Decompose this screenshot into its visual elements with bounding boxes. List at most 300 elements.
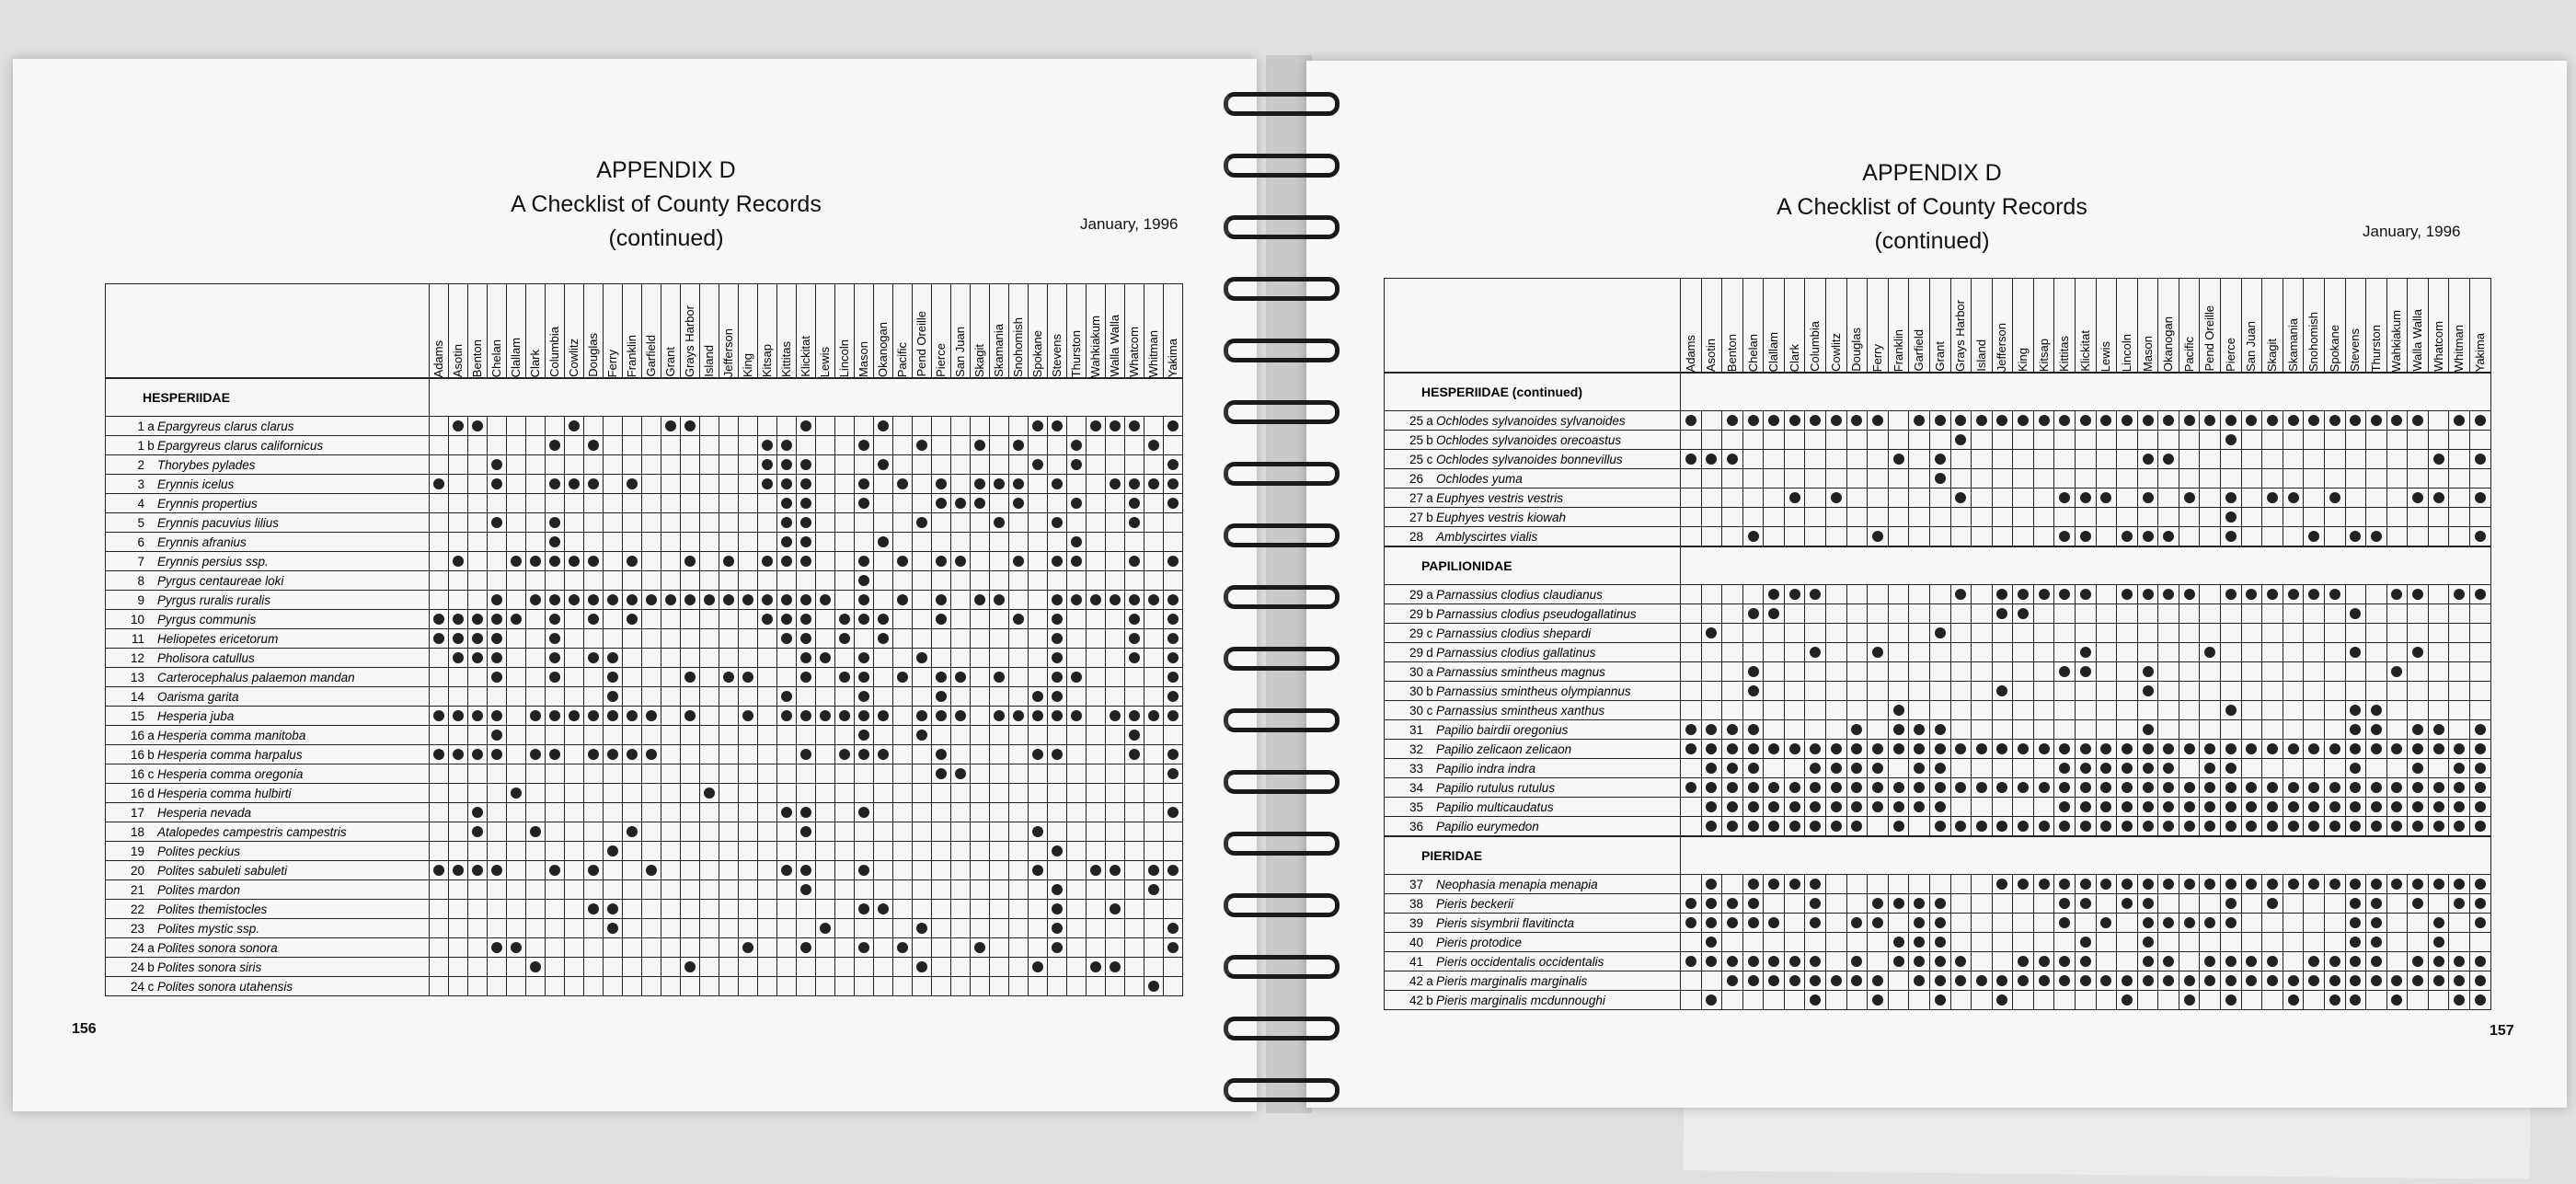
title-line-3: (continued): [1874, 228, 1990, 254]
record-dot: [800, 942, 811, 953]
record-cell: [1125, 900, 1144, 919]
record-cell: [2366, 624, 2387, 643]
record-cell: [990, 861, 1009, 880]
record-dot: [1810, 994, 1821, 1006]
record-cell: [681, 494, 700, 513]
record-cell: [893, 919, 913, 938]
county-name: Grays Harbor: [1953, 299, 1968, 372]
record-cell: [584, 513, 604, 533]
record-cell: [1784, 798, 1805, 817]
record-cell: [1029, 687, 1048, 707]
record-cell: [565, 610, 584, 629]
record-cell: [488, 842, 507, 861]
record-cell: [855, 842, 874, 861]
species-name: Papilio zelicaon zelicaon: [1436, 741, 1572, 756]
record-cell: [507, 687, 526, 707]
record-cell: [951, 707, 971, 726]
record-cell: [913, 629, 932, 649]
record-cell: [2469, 759, 2490, 778]
record-dot: [1914, 743, 1925, 754]
record-cell: [2137, 508, 2158, 527]
record-cell: [893, 822, 913, 842]
species-row: [106, 591, 1183, 610]
record-dot: [1955, 589, 1966, 600]
record-cell: [2075, 527, 2096, 547]
record-cell: [2428, 701, 2449, 720]
record-dot: [549, 517, 560, 528]
record-cell: [2054, 469, 2076, 489]
record-cell: [700, 938, 719, 958]
record-cell: [835, 591, 855, 610]
record-cell: [1106, 571, 1125, 591]
record-dot: [2163, 415, 2174, 426]
species-cell: [106, 436, 430, 455]
record-dot: [1129, 730, 1140, 741]
record-cell: [642, 707, 661, 726]
record-cell: [971, 629, 990, 649]
county-header: [584, 284, 604, 379]
record-cell: [1722, 527, 1743, 547]
county-header: [1067, 284, 1087, 379]
record-cell: [1164, 629, 1183, 649]
record-cell: [2137, 411, 2158, 431]
record-cell: [2096, 624, 2117, 643]
record-cell: [507, 436, 526, 455]
species-subletter: a: [147, 728, 155, 742]
record-dot: [2454, 898, 2465, 909]
species-row: [1385, 489, 2491, 508]
record-dot: [936, 672, 947, 683]
record-cell: [1784, 469, 1805, 489]
record-cell: [1868, 643, 1889, 662]
record-cell: [681, 629, 700, 649]
record-cell: [468, 436, 488, 455]
record-cell: [951, 668, 971, 687]
species-name: Polites sonora sonora: [157, 940, 278, 955]
record-cell: [1972, 489, 1993, 508]
record-dot: [1893, 705, 1904, 716]
record-cell: [2469, 604, 2490, 624]
record-cell: [1805, 991, 1826, 1010]
record-cell: [546, 475, 565, 494]
record-cell: [816, 417, 835, 436]
record-dot: [1727, 898, 1738, 909]
record-cell: [777, 649, 797, 668]
record-cell: [1701, 489, 1722, 508]
record-cell: [1764, 585, 1785, 604]
record-cell: [1701, 778, 1722, 798]
record-cell: [835, 803, 855, 822]
record-cell: [990, 803, 1009, 822]
record-dot: [2122, 531, 2133, 542]
record-cell: [1805, 508, 1826, 527]
record-cell: [1846, 643, 1868, 662]
record-cell: [719, 571, 739, 591]
county-header: [1087, 284, 1106, 379]
record-cell: [1846, 914, 1868, 933]
record-cell: [797, 919, 816, 938]
species-row: [106, 938, 1183, 958]
record-dot: [1996, 994, 2007, 1006]
record-cell: [1784, 933, 1805, 952]
record-cell: [1992, 585, 2013, 604]
record-cell: [932, 571, 951, 591]
record-dot: [2308, 801, 2319, 812]
record-dot: [1872, 415, 1883, 426]
record-cell: [2469, 489, 2490, 508]
record-cell: [1067, 745, 1087, 764]
record-cell: [855, 687, 874, 707]
record-cell: [623, 745, 642, 764]
species-number: 42: [1409, 973, 1423, 988]
record-cell: [835, 629, 855, 649]
record-cell: [2449, 682, 2470, 701]
record-dot: [2100, 821, 2111, 832]
record-cell: [623, 494, 642, 513]
record-cell: [2304, 798, 2325, 817]
record-cell: [2117, 431, 2138, 450]
record-dot: [994, 672, 1005, 683]
record-cell: [2262, 759, 2283, 778]
species-row: [106, 726, 1183, 745]
record-cell: [2013, 817, 2034, 837]
record-dot: [2143, 685, 2154, 696]
record-dot: [433, 633, 444, 644]
record-cell: [1805, 740, 1826, 759]
record-cell: [1929, 469, 1950, 489]
record-dot: [2371, 937, 2382, 948]
county-header: [507, 284, 526, 379]
record-cell: [893, 784, 913, 803]
record-dot: [2039, 975, 2050, 986]
record-cell: [1067, 764, 1087, 784]
record-cell: [623, 861, 642, 880]
record-cell: [1087, 475, 1106, 494]
record-cell: [1742, 431, 1764, 450]
record-dot: [1789, 782, 1800, 793]
record-dot: [1032, 749, 1043, 760]
record-cell: [855, 958, 874, 977]
county-header: [2324, 279, 2345, 374]
record-dot: [2184, 782, 2195, 793]
record-cell: [1125, 977, 1144, 996]
record-cell: [2366, 740, 2387, 759]
record-dot: [1727, 956, 1738, 967]
record-dot: [878, 710, 889, 721]
record-cell: [449, 571, 468, 591]
record-cell: [971, 533, 990, 552]
record-cell: [2386, 914, 2408, 933]
record-dot: [1831, 821, 1842, 832]
record-dot: [1748, 782, 1759, 793]
record-cell: [2158, 624, 2179, 643]
record-cell: [758, 475, 777, 494]
record-cell: [2262, 643, 2283, 662]
record-dot: [2204, 647, 2215, 658]
record-dot: [742, 942, 753, 953]
record-cell: [642, 610, 661, 629]
record-cell: [1048, 861, 1067, 880]
record-dot: [1013, 556, 1024, 567]
species-number: 22: [130, 902, 144, 916]
record-cell: [1067, 687, 1087, 707]
record-cell: [1846, 759, 1868, 778]
record-cell: [2366, 431, 2387, 450]
record-cell: [2137, 971, 2158, 991]
record-dot: [2225, 434, 2237, 445]
species-row: [106, 513, 1183, 533]
record-cell: [2366, 489, 2387, 508]
county-name: Thurston: [2368, 324, 2383, 372]
record-cell: [1701, 914, 1722, 933]
record-cell: [2386, 798, 2408, 817]
record-cell: [526, 977, 546, 996]
species-name: Pieris marginalis mcdunnoughi: [1436, 993, 1605, 1007]
record-dot: [2163, 821, 2174, 832]
record-cell: [2221, 798, 2242, 817]
record-cell: [526, 571, 546, 591]
record-dot: [2267, 821, 2278, 832]
record-cell: [835, 842, 855, 861]
county-name: Stevens: [1050, 334, 1064, 377]
species-number: 25: [1409, 413, 1423, 428]
record-dot: [1935, 782, 1946, 793]
record-cell: [1164, 417, 1183, 436]
record-cell: [2408, 469, 2429, 489]
record-dot: [2100, 492, 2111, 503]
record-cell: [1029, 417, 1048, 436]
record-cell: [1029, 436, 1048, 455]
record-cell: [1144, 745, 1164, 764]
record-dot: [936, 749, 947, 760]
record-cell: [700, 649, 719, 668]
record-cell: [1681, 798, 1702, 817]
record-dot: [2184, 415, 2195, 426]
record-cell: [777, 494, 797, 513]
record-cell: [1868, 798, 1889, 817]
record-cell: [874, 571, 893, 591]
record-dot: [1789, 589, 1800, 600]
record-cell: [777, 745, 797, 764]
record-cell: [2408, 682, 2429, 701]
record-cell: [2428, 431, 2449, 450]
record-cell: [2137, 682, 2158, 701]
record-dot: [1727, 724, 1738, 735]
record-cell: [990, 687, 1009, 707]
record-cell: [2366, 411, 2387, 431]
record-cell: [661, 938, 681, 958]
record-cell: [604, 610, 623, 629]
record-cell: [584, 668, 604, 687]
species-number: 11: [131, 631, 144, 646]
species-cell: [1385, 527, 1681, 547]
county-header: [874, 284, 893, 379]
record-cell: [1125, 552, 1144, 571]
record-dot: [781, 556, 792, 567]
record-cell: [1048, 668, 1067, 687]
record-cell: [488, 455, 507, 475]
record-dot: [2122, 589, 2133, 600]
record-dot: [1893, 898, 1904, 909]
record-dot: [2350, 724, 2361, 735]
record-cell: [1009, 668, 1029, 687]
record-cell: [777, 958, 797, 977]
record-cell: [2137, 914, 2158, 933]
county-header: [1009, 284, 1029, 379]
record-cell: [874, 455, 893, 475]
record-cell: [893, 977, 913, 996]
record-cell: [1125, 861, 1144, 880]
record-cell: [546, 880, 565, 900]
record-cell: [1846, 682, 1868, 701]
record-cell: [1972, 971, 1993, 991]
record-cell: [2469, 914, 2490, 933]
record-cell: [1144, 919, 1164, 938]
record-dot: [2100, 743, 2111, 754]
record-cell: [642, 629, 661, 649]
record-cell: [2386, 604, 2408, 624]
record-cell: [546, 668, 565, 687]
record-cell: [913, 938, 932, 958]
record-dot: [1935, 975, 1946, 986]
county-header: [1784, 279, 1805, 374]
record-dot: [974, 440, 985, 451]
species-row: [1385, 933, 2491, 952]
record-cell: [1087, 900, 1106, 919]
record-cell: [855, 668, 874, 687]
record-dot: [2184, 879, 2195, 890]
record-cell: [1929, 720, 1950, 740]
record-cell: [2241, 798, 2262, 817]
record-cell: [2469, 682, 2490, 701]
record-dot: [1768, 415, 1779, 426]
record-cell: [488, 436, 507, 455]
record-dot: [1851, 415, 1862, 426]
record-dot: [1013, 498, 1024, 509]
record-cell: [526, 958, 546, 977]
record-dot: [2143, 492, 2154, 503]
record-cell: [623, 533, 642, 552]
family-heading: HESPERIIDAE: [106, 378, 430, 417]
record-cell: [1784, 682, 1805, 701]
record-dot: [491, 730, 502, 741]
record-cell: [1067, 726, 1087, 745]
record-cell: [2428, 527, 2449, 547]
record-cell: [816, 552, 835, 571]
record-cell: [1164, 455, 1183, 475]
species-row: [106, 649, 1183, 668]
species-cell: [106, 861, 430, 880]
record-cell: [797, 552, 816, 571]
record-cell: [1888, 740, 1909, 759]
record-cell: [2200, 662, 2221, 682]
record-cell: [777, 629, 797, 649]
county-header: [951, 284, 971, 379]
record-cell: [932, 745, 951, 764]
record-cell: [2179, 643, 2200, 662]
record-cell: [893, 707, 913, 726]
record-cell: [2366, 798, 2387, 817]
record-cell: [468, 880, 488, 900]
record-cell: [488, 726, 507, 745]
record-dot: [2433, 782, 2444, 793]
record-cell: [2241, 450, 2262, 469]
record-cell: [1106, 533, 1125, 552]
record-cell: [1909, 701, 1930, 720]
record-cell: [932, 919, 951, 938]
species-cell: [1385, 991, 1681, 1010]
record-cell: [1681, 411, 1702, 431]
record-cell: [1164, 880, 1183, 900]
record-cell: [1929, 508, 1950, 527]
county-header: [661, 284, 681, 379]
record-cell: [2054, 894, 2076, 914]
record-cell: [816, 938, 835, 958]
record-cell: [1164, 649, 1183, 668]
record-cell: [565, 455, 584, 475]
record-dot: [2371, 879, 2382, 890]
record-cell: [1701, 682, 1722, 701]
record-cell: [584, 610, 604, 629]
record-cell: [2013, 662, 2034, 682]
record-cell: [1784, 604, 1805, 624]
record-cell: [2241, 952, 2262, 971]
record-cell: [2221, 817, 2242, 837]
record-cell: [951, 880, 971, 900]
record-cell: [719, 880, 739, 900]
record-cell: [1144, 417, 1164, 436]
record-cell: [1764, 527, 1785, 547]
title-line-1: APPENDIX D: [596, 157, 736, 183]
record-dot: [549, 633, 560, 644]
record-dot: [2184, 589, 2195, 600]
species-name: Polites peckius: [157, 844, 241, 858]
record-cell: [874, 784, 893, 803]
record-cell: [913, 707, 932, 726]
record-cell: [1888, 914, 1909, 933]
record-cell: [2262, 914, 2283, 933]
record-dot: [2475, 782, 2486, 793]
record-cell: [1929, 527, 1950, 547]
record-dot: [955, 710, 966, 721]
record-dot: [1831, 415, 1842, 426]
family-heading: PAPILIONIDAE: [1385, 546, 1681, 585]
record-cell: [2449, 450, 2470, 469]
record-dot: [2143, 415, 2154, 426]
record-cell: [2054, 489, 2076, 508]
record-cell: [2283, 720, 2304, 740]
record-cell: [758, 513, 777, 533]
record-cell: [1144, 610, 1164, 629]
record-cell: [681, 591, 700, 610]
record-cell: [1681, 991, 1702, 1010]
record-cell: [526, 919, 546, 938]
record-cell: [971, 958, 990, 977]
species-cell: [106, 958, 430, 977]
record-cell: [1972, 933, 1993, 952]
record-cell: [2117, 604, 2138, 624]
record-cell: [758, 552, 777, 571]
record-cell: [2345, 624, 2366, 643]
record-dot: [1831, 743, 1842, 754]
record-cell: [546, 726, 565, 745]
record-cell: [2200, 643, 2221, 662]
record-dot: [607, 672, 618, 683]
record-cell: [2241, 431, 2262, 450]
record-cell: [2158, 489, 2179, 508]
record-cell: [1868, 585, 1889, 604]
record-dot: [916, 730, 927, 741]
